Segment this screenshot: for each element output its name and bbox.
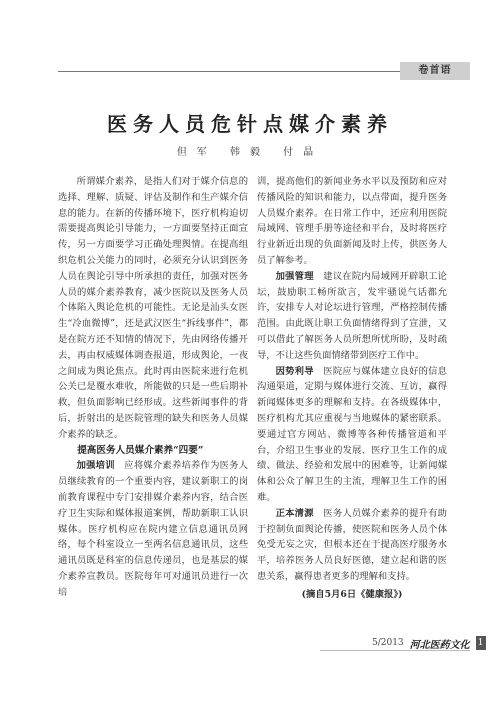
paragraph-body: 医务人员媒介素养的提升有助于控制负面舆论传播，使医院和医务人员个体免受无妄之灾，但根本还在于提高医疗服务水平，培养医务人员良好医德，建立起和谐的医患关系，赢得患者更多的理解和支持。 (257, 507, 447, 582)
magazine-name: 河北医药文化 (409, 639, 470, 651)
left-column (58, 174, 248, 601)
paragraph-lead: 因势利导 (275, 365, 314, 377)
page-number: 1 (476, 636, 486, 650)
paragraph-lead: 正本清源 (275, 507, 314, 519)
paragraph (257, 269, 447, 364)
footer-rule (320, 650, 470, 651)
paragraph: 所谓媒介素养，是指人们对于媒介信息的选择、理解、质疑、评估及制作和生产媒介信息的能力。在新的传播环境下，医疗机构迫切需要提高舆论引导能力，一方面要坚持正面宣传，另一方面要学习正确处理舆情。在提高组织危机公关能力的同时，必须充分认识到医务人员在舆论引导中所承担的责任，加强对医务人员的媒介素养教育，减少医院以及医务人员个体陷入舆论危机的可能性。无论是汕头女医生“冷血微博”，还是武汉医生“拆线事件”，都是在院方还不知情的情况下，先由网络传播开去，再由权威媒体调查报道，形成舆论，一夜之间成为舆论焦点。此时再由医院来进行危机公关已是覆水难收，所能做的只是一些后期补救，但负面影响已经形成。这些新闻事件的背后，折射出的是医院管理的缺失和医务人员媒介素养的缺乏。 (58, 176, 248, 440)
right-column (257, 174, 447, 603)
paragraph (58, 458, 248, 600)
issue-number: 5/2013 (372, 638, 404, 648)
paragraph-body: 医院应与媒体建立良好的信息沟通渠道，定期与媒体进行交流、互访，赢得新闻媒体更多的理解和支持。在各级媒体中，医疗机构尤其应重视与当地媒体的紧密联系。要通过官方网站、微博等各种传播管道和平台，介绍卫生事业的发展、医疗卫生工作的成绩、做法、经验和发展中的困难等，让新闻媒体和公众了解卫生的主流，理解卫生工作的困难。 (257, 365, 447, 503)
paragraph (257, 506, 447, 585)
article-title: 医务人员危针点媒介素养 (107, 112, 393, 136)
column-tag: 卷首语 (400, 62, 470, 80)
paragraph-body: 应将媒介素养培养作为医务人员继续教育的一个重要内容，建议新职工的岗前教育课程中专门安排媒介素养内容，结合医疗卫生实际和媒体报道案例，帮助新职工认识媒体。医疗机构应在院内建立信息通讯员网络，每个科室设立一至两名信息通讯员，这些通讯员既是科室的信息传递员，也是基层的媒介素养宣教员。医院每年可对通讯员进行一次培 (58, 460, 248, 598)
article-authors: 但军 韩毅 付晶 (176, 147, 324, 158)
paragraph-lead: 加强管理 (275, 270, 314, 282)
paragraph: 训，提高他们的新闻业务水平以及预防和应对传播风险的知识和能力，以点带面，提升医务人员媒介素养。在日常工作中，还应利用医院局域网、管理手册等途径和平台，及时将医疗行业新近出现的负面新闻及时上传，供医务人员了解参考。 (257, 176, 447, 266)
page-footer (372, 636, 486, 650)
paragraph-body: 建议在院内局域网开辟职工论坛，鼓励职工畅所欲言，发牢骚说气话都允许，安排专人对论坛进行管理，严格控制传播范围。由此既让职工负面情绪得到了宣泄，又可以借此了解医务人员所想所忧所盼，及时疏导，不让这些负面情绪带到医疗工作中。 (257, 270, 447, 361)
paragraph-lead: 加强培训 (76, 460, 115, 472)
section-heading: 提高医务人员媒介素养“四要” (77, 444, 204, 456)
source-note: (摘自5月6日《健康报》) (301, 588, 403, 600)
paragraph (257, 364, 447, 506)
